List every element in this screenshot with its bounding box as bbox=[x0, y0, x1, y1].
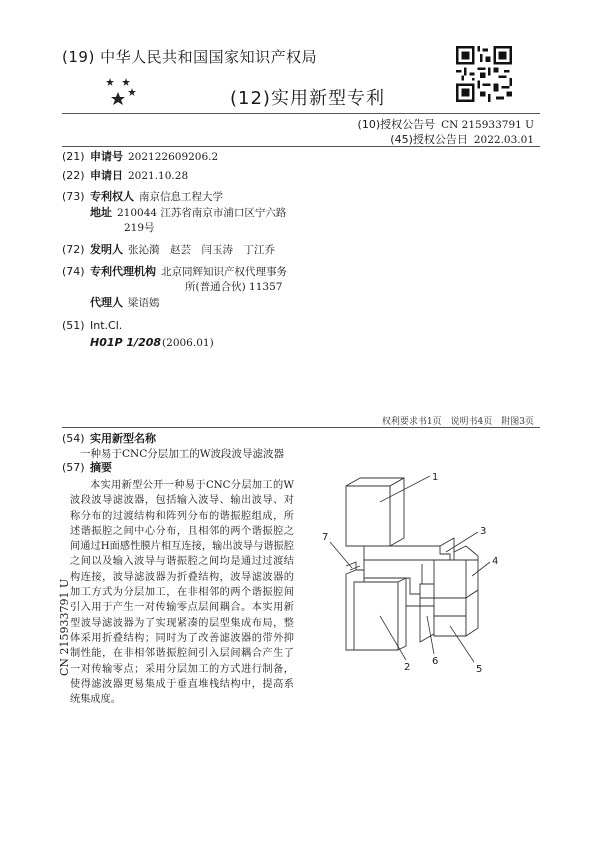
field-label: 申请日 bbox=[90, 169, 123, 182]
agent bbox=[90, 296, 160, 310]
filter-structure-figure bbox=[310, 466, 500, 682]
bottom-block-front bbox=[354, 582, 398, 650]
field-label: 发明人 bbox=[90, 243, 123, 256]
label-6: 6 bbox=[432, 656, 439, 667]
block-side-face bbox=[390, 478, 404, 546]
field-value: 2021.10.28 bbox=[128, 170, 189, 182]
patent-type-code: (12) bbox=[230, 88, 271, 109]
field-label: 代理人 bbox=[90, 296, 123, 309]
patentee bbox=[62, 190, 223, 204]
abstract-text: 本实用新型公开一种易于CNC分层加工的W波段波导滤波器，包括输入波导、输出波导、对称分布的过渡结构和阵列分布的谐振腔组成，所述谐振腔之间中心分布，且相邻的两个谐振腔之间通过H面感性膜片相互连接，输出波导与谐振腔之间以及输入波导与谐振腔之间均是通过过渡结构连接，波导滤波器为折叠结构，波导滤波器的加工方式为分层加工，在非相邻的两个谐振腔间引入用于产生一对传输零点层间耦合。本实用新型波导滤波器为了实现紧凑的层型集成布局，整体采用折叠结构；同时为了改善滤波器的带外抑制性能，在非相邻谐振腔间引入层间耦合产生了一对传输零点；采用分层加工的方式进行制备，使得滤波器更易集成于垂直堆栈结构中，提高系统集成度。 bbox=[70, 480, 294, 706]
abstract-rule bbox=[62, 427, 540, 428]
pub-number-label: (10)授权公告号 bbox=[357, 118, 436, 131]
utility-model-title: 一种易于CNC分层加工的W波段波导滤波器 bbox=[80, 448, 285, 460]
inventors bbox=[62, 243, 275, 257]
address-line2 bbox=[119, 221, 155, 235]
patent-type bbox=[230, 84, 385, 110]
field-code: (72) bbox=[62, 243, 85, 256]
office-name: 中华人民共和国国家知识产权局 bbox=[100, 48, 318, 66]
field-code: (54) bbox=[62, 432, 85, 445]
abstract-heading bbox=[62, 461, 112, 475]
field-value: 南京信息工程大学 bbox=[139, 191, 223, 203]
lower-right-block bbox=[434, 598, 466, 636]
office-code: (19) bbox=[62, 48, 95, 66]
label-7: 7 bbox=[322, 532, 329, 543]
field-label: 申请号 bbox=[90, 150, 123, 163]
field-value: 张沁漪 赵芸 闫玉涛 丁江乔 bbox=[128, 244, 275, 256]
field-label: 专利代理机构 bbox=[90, 265, 156, 278]
field-value: 219号 bbox=[124, 222, 155, 234]
field-label: 实用新型名称 bbox=[90, 432, 156, 445]
pub-date-row bbox=[390, 131, 534, 147]
field-code: (74) bbox=[62, 265, 85, 278]
field-label: 专利权人 bbox=[90, 190, 134, 203]
field-value: 所(普通合伙) 11357 bbox=[185, 281, 283, 293]
filing-date bbox=[62, 169, 188, 183]
side-publication-number: CN 215933791 U bbox=[58, 578, 71, 676]
header-rule bbox=[62, 113, 540, 114]
pub-date-label: (45)授权公告日 bbox=[390, 133, 468, 146]
patent-type-label: 实用新型专利 bbox=[270, 88, 385, 109]
qr-code-icon bbox=[456, 46, 512, 102]
bottom-block-side bbox=[398, 578, 406, 650]
field-value: 202122609206.2 bbox=[128, 151, 219, 163]
field-code: (21) bbox=[62, 150, 85, 163]
agency bbox=[62, 265, 287, 279]
ipc-value-row bbox=[90, 336, 214, 350]
utility-model-title-heading bbox=[62, 432, 156, 446]
address bbox=[90, 206, 286, 220]
label-2: 2 bbox=[404, 662, 411, 673]
field-value: 210044 江苏省南京市浦口区宁六路 bbox=[117, 207, 287, 219]
field-label: Int.Cl. bbox=[90, 319, 123, 332]
agency-line2 bbox=[180, 280, 282, 294]
biblio-rule bbox=[62, 146, 540, 147]
ipc-value: H01P 1/208 bbox=[90, 336, 162, 349]
cnipa-emblem-icon bbox=[96, 64, 146, 120]
ipc-class bbox=[62, 319, 122, 333]
lower-pillar-top bbox=[420, 598, 434, 606]
field-value: 梁语嫣 bbox=[128, 297, 160, 309]
label-5: 5 bbox=[476, 664, 483, 675]
block-front-face bbox=[346, 486, 390, 546]
label-1: 1 bbox=[432, 472, 439, 483]
ipc-version: (2006.01) bbox=[162, 337, 214, 349]
field-code: (73) bbox=[62, 190, 85, 203]
pub-number-row bbox=[358, 116, 534, 132]
field-code: (57) bbox=[62, 461, 85, 474]
lower-right-side bbox=[466, 590, 478, 636]
label-4: 4 bbox=[492, 556, 499, 567]
application-number bbox=[62, 150, 218, 164]
pub-number: CN 215933791 U bbox=[441, 119, 534, 131]
field-label: 地址 bbox=[90, 206, 112, 219]
field-label: 摘要 bbox=[90, 461, 112, 474]
field-value: 北京同辉知识产权代理事务 bbox=[161, 266, 287, 278]
field-code: (51) bbox=[62, 319, 85, 332]
page-counts: 权利要求书1页 说明书4页 附图3页 bbox=[381, 417, 534, 427]
field-code: (22) bbox=[62, 169, 85, 182]
label-3: 3 bbox=[480, 526, 487, 537]
pub-date: 2022.03.01 bbox=[473, 134, 534, 146]
